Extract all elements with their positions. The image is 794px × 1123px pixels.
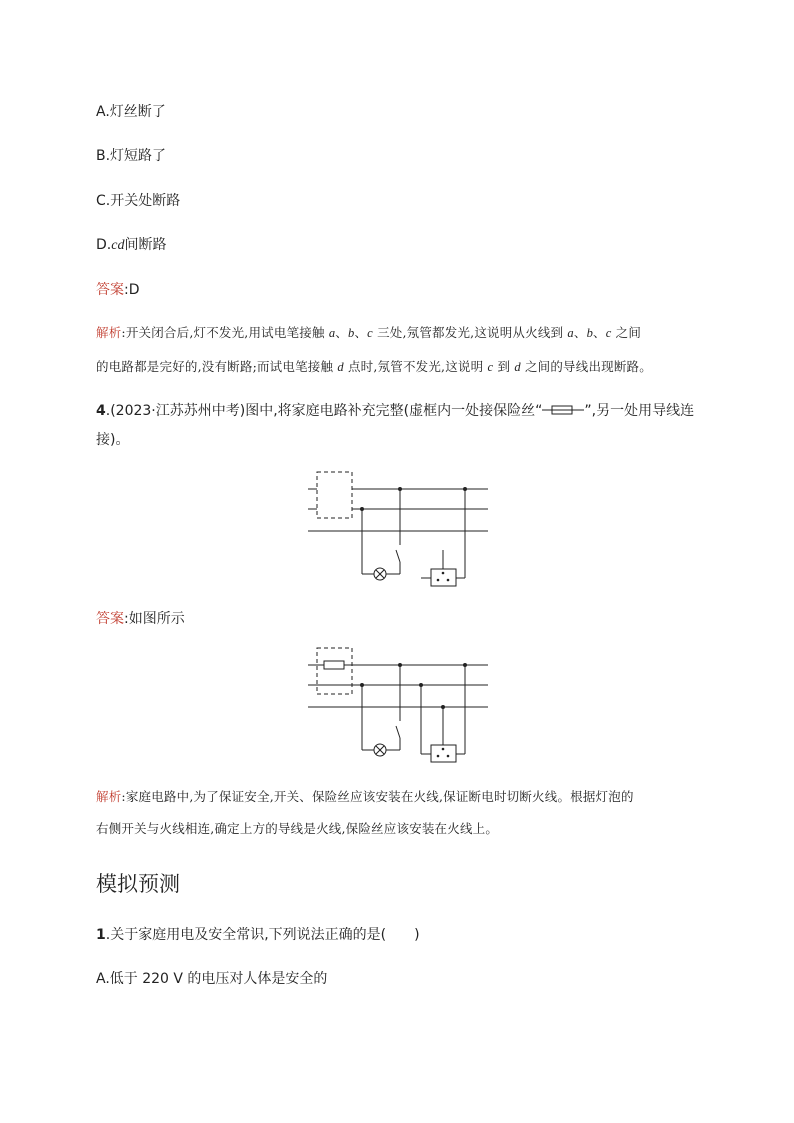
explanation-q3-line2 [96,357,652,377]
explanation-label: 解析 [96,789,122,804]
section-title: 模拟预测 [96,872,180,896]
question-number: 4 [96,403,106,419]
var: a [567,326,574,340]
exp-text: 三处,氖管都发光,这说明从火线到 [372,325,568,340]
exp-text: 到 [493,359,515,374]
exp-text: 之间的导线出现断路。 [520,359,652,374]
explanation-q4-line1 [96,787,634,807]
answer-value: :如图所示 [124,611,185,627]
var: a [328,326,336,340]
answer-q3 [96,280,140,300]
option-d-suffix: 间断路 [124,237,167,253]
option-c: C.开关处断路 [96,193,181,209]
sep: 、 [593,325,606,340]
exp-text: 点时,氖管不发光,这说明 [343,359,488,374]
question-4-line1 [96,401,694,421]
question-4-line2: 接)。 [96,432,130,448]
var: b [586,326,594,340]
sep: 、 [573,325,587,340]
var: c [487,360,494,374]
circuit-diagram-question [300,462,500,594]
question-1 [96,925,420,945]
explanation-q3-line1 [96,323,641,343]
question-text: .(2023·江苏苏州中考)图中,将家庭电路补充完整(虚框内一处接保险丝“ [105,403,543,419]
option-d-var: cd [111,238,125,253]
question-text: ”,另一处用导线连 [584,403,695,419]
explanation-q4-line2: 右侧开关与火线相连,确定上方的导线是火线,保险丝应该安装在火线上。 [96,821,499,836]
answer-label: 答案 [96,282,124,298]
var: d [337,360,344,374]
option-d-prefix: D. [96,237,112,253]
option-a: A.灯丝断了 [96,104,166,120]
question-number: 1 [96,927,106,943]
var: b [348,326,355,340]
explanation-label: 解析 [96,325,122,340]
question-text: .关于家庭用电及安全常识,下列说法正确的是( ) [105,927,420,943]
answer-value: :D [124,282,140,298]
sep: 、 [335,325,348,340]
q1-option-a: A.低于 220 V 的电压对人体是安全的 [96,971,328,987]
var: c [367,326,373,340]
sep: 、 [354,325,368,340]
exp-text: 的电路都是完好的,没有断路;而试电笔接触 [96,359,338,374]
exp-text: :开关闭合后,灯不发光,用试电笔接触 [121,325,329,340]
exp-text: 之间 [611,325,642,340]
answer-label: 答案 [96,611,124,627]
circuit-diagram-answer [300,638,500,770]
answer-q4 [96,609,185,629]
exp-text: :家庭电路中,为了保证安全,开关、保险丝应该安装在火线,保证断电时切断火线。根据灯泡的 [121,789,634,804]
option-d [96,235,166,256]
option-b: B.灯短路了 [96,148,167,164]
var: d [514,360,521,374]
var: c [605,326,612,340]
fuse-symbol-icon [542,404,584,416]
